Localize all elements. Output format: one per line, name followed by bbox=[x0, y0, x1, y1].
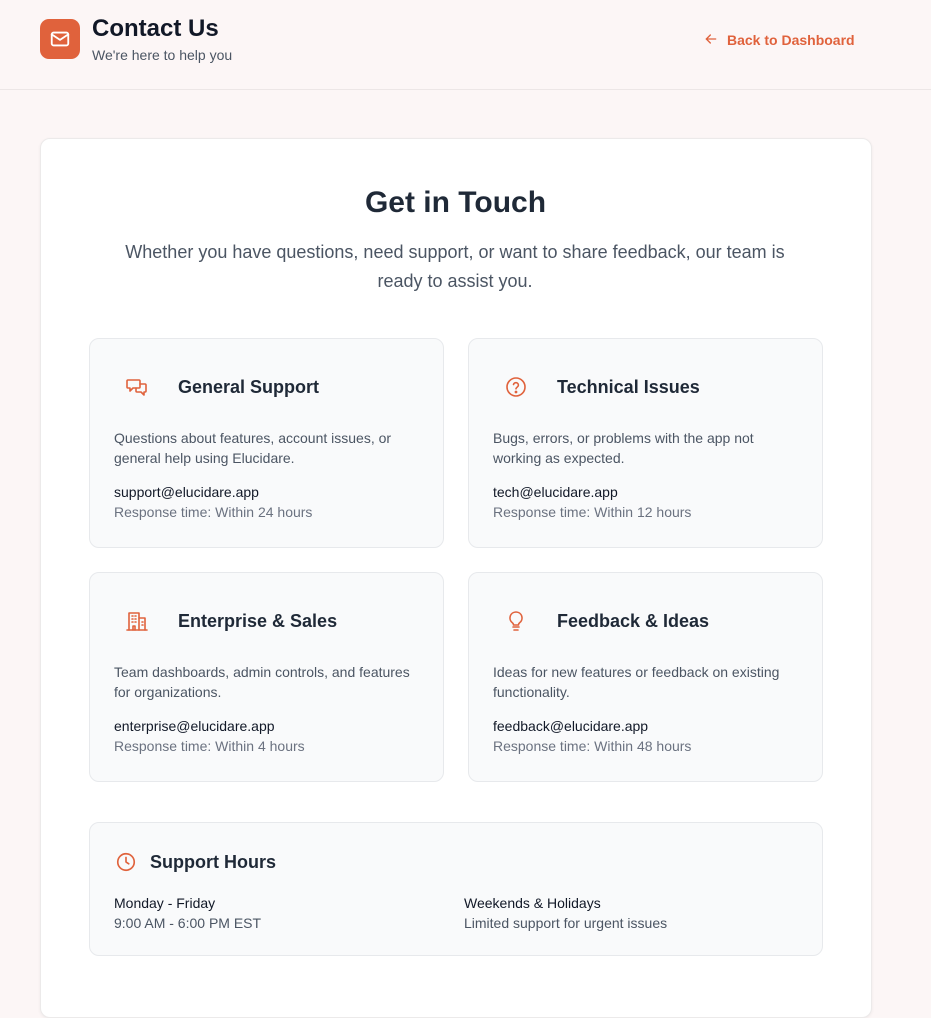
channel-description: Ideas for new features or feedback on existing functionality. bbox=[493, 664, 780, 700]
channel-email-link[interactable]: feedback@elucidare.app bbox=[493, 718, 649, 734]
channel-title: Feedback & Ideas bbox=[557, 611, 710, 631]
support-hours-title: Support Hours bbox=[150, 852, 276, 872]
channel-response-time: Response time: Within 24 hours bbox=[114, 504, 313, 520]
contact-channel-enterprise-sales bbox=[89, 572, 444, 782]
chat-bubbles-icon bbox=[125, 375, 149, 399]
page-subtitle: We're here to help you bbox=[92, 47, 233, 63]
clock-icon bbox=[115, 851, 137, 873]
channel-response-time: Response time: Within 48 hours bbox=[493, 738, 692, 754]
channel-title: General Support bbox=[178, 377, 320, 397]
back-to-dashboard-link[interactable] bbox=[703, 30, 855, 50]
weekday-value: 9:00 AM - 6:00 PM EST bbox=[114, 915, 262, 931]
channel-description: Bugs, errors, or problems with the app not working as expected. bbox=[493, 430, 754, 466]
weekend-value: Limited support for urgent issues bbox=[464, 915, 668, 931]
channel-title: Enterprise & Sales bbox=[178, 611, 338, 631]
section-heading: Get in Touch bbox=[364, 186, 547, 219]
contact-channel-feedback-ideas bbox=[468, 572, 823, 782]
weekend-label: Weekends & Holidays bbox=[464, 895, 601, 911]
page-title: Contact Us bbox=[92, 15, 219, 42]
arrow-left-icon bbox=[703, 31, 719, 50]
channel-response-time: Response time: Within 4 hours bbox=[114, 738, 305, 754]
channel-email-link[interactable]: support@elucidare.app bbox=[114, 484, 259, 500]
channel-email-link[interactable]: tech@elucidare.app bbox=[493, 484, 618, 500]
channel-description: Questions about features, account issues, or general help using Elucidare. bbox=[114, 430, 392, 466]
section-intro: Whether you have questions, need support, or want to share feedback, our team is ready to assist you. bbox=[125, 242, 785, 291]
top-bar bbox=[0, 0, 931, 90]
contact-channel-general-support bbox=[89, 338, 444, 548]
lightbulb-icon bbox=[504, 609, 528, 633]
channel-description: Team dashboards, admin controls, and features for organizations. bbox=[114, 664, 410, 700]
weekday-label: Monday - Friday bbox=[114, 895, 216, 911]
channel-response-time: Response time: Within 12 hours bbox=[493, 504, 692, 520]
question-circle-icon bbox=[504, 375, 528, 399]
channel-email-link[interactable]: enterprise@elucidare.app bbox=[114, 718, 275, 734]
weekday-hours bbox=[114, 893, 261, 933]
support-hours-panel bbox=[89, 822, 823, 956]
building-icon bbox=[125, 609, 149, 633]
channel-title: Technical Issues bbox=[557, 377, 700, 397]
weekend-hours bbox=[464, 893, 667, 933]
mail-icon bbox=[40, 19, 80, 59]
contact-channel-technical-issues bbox=[468, 338, 823, 548]
back-link-label: Back to Dashboard bbox=[727, 32, 855, 48]
